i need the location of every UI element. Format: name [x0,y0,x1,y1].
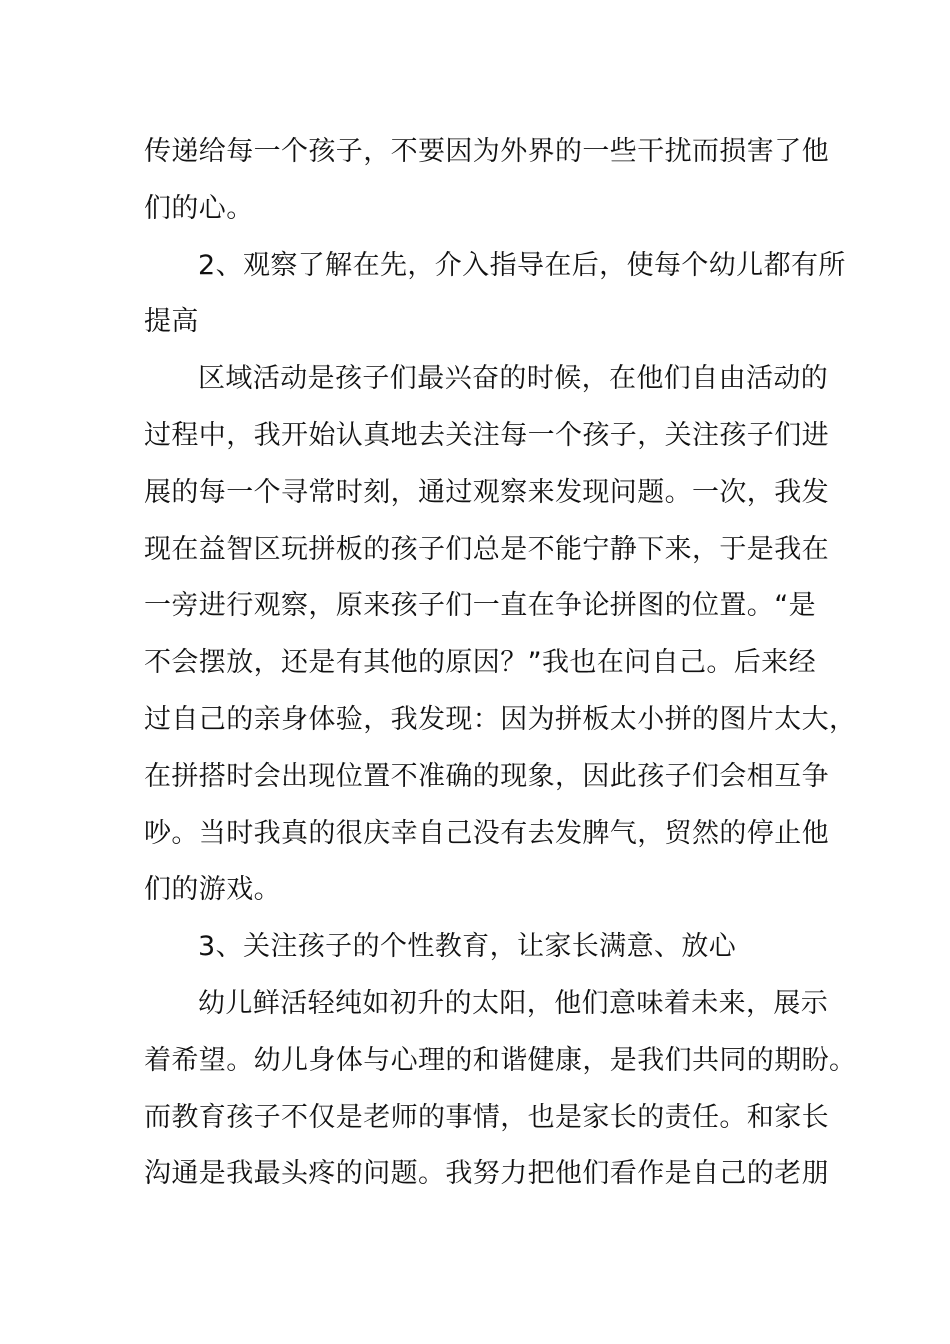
document-body [144,124,857,1203]
paragraph-area-activity [144,351,857,919]
text-line: 吵。当时我真的很庆幸自己没有去发脾气，贸然的停止他 [144,817,829,849]
text-line: 幼儿鲜活轻纯如初升的太阳，他们意味着未来，展示 [198,987,829,1019]
text-line: 2、观察了解在先，介入指导在后，使每个幼儿都有所 [198,249,846,281]
text-line: 过自己的亲身体验，我发现：因为拼板太小拼的图片太大， [144,703,857,735]
text-line: 展的每一个寻常时刻，通过观察来发现问题。一次，我发 [144,476,829,508]
text-line: 提高 [144,306,199,338]
text-line: 过程中，我开始认真地去关注每一个孩子，关注孩子们进 [144,419,829,451]
text-line: 传递给每一个孩子，不要因为外界的一些干扰而损害了他 [144,136,829,167]
text-line: 沟通是我最头疼的问题。我努力把他们看作是自己的老朋 [144,1158,829,1190]
text-line: 们的游戏。 [144,874,281,906]
text-line: 现在益智区玩拼板的孩子们总是不能宁静下来，于是我在 [144,533,829,565]
section-heading-3 [144,919,808,976]
text-line: 而教育孩子不仅是老师的事情，也是家长的责任。和家长 [144,1101,829,1133]
paragraph-continuation [144,124,829,238]
text-line: 在拼搭时会出现位置不准确的现象，因此孩子们会相互争 [144,760,829,792]
text-line: 们的心。 [144,192,254,224]
text-line: 不会摆放，还是有其他的原因？”我也在问自己。后来经 [144,647,816,679]
text-line: 一旁进行观察，原来孩子们一直在争论拼图的位置。“是 [144,590,816,622]
text-line: 区域活动是孩子们最兴奋的时候，在他们自由活动的 [198,363,829,395]
paragraph-children-sun [144,976,857,1203]
text-line: 着希望。幼儿身体与心理的和谐健康，是我们共同的期盼。 [144,1044,857,1076]
text-line: 3、关注孩子的个性教育，让家长满意、放心 [198,931,737,963]
section-heading-2 [144,238,846,352]
